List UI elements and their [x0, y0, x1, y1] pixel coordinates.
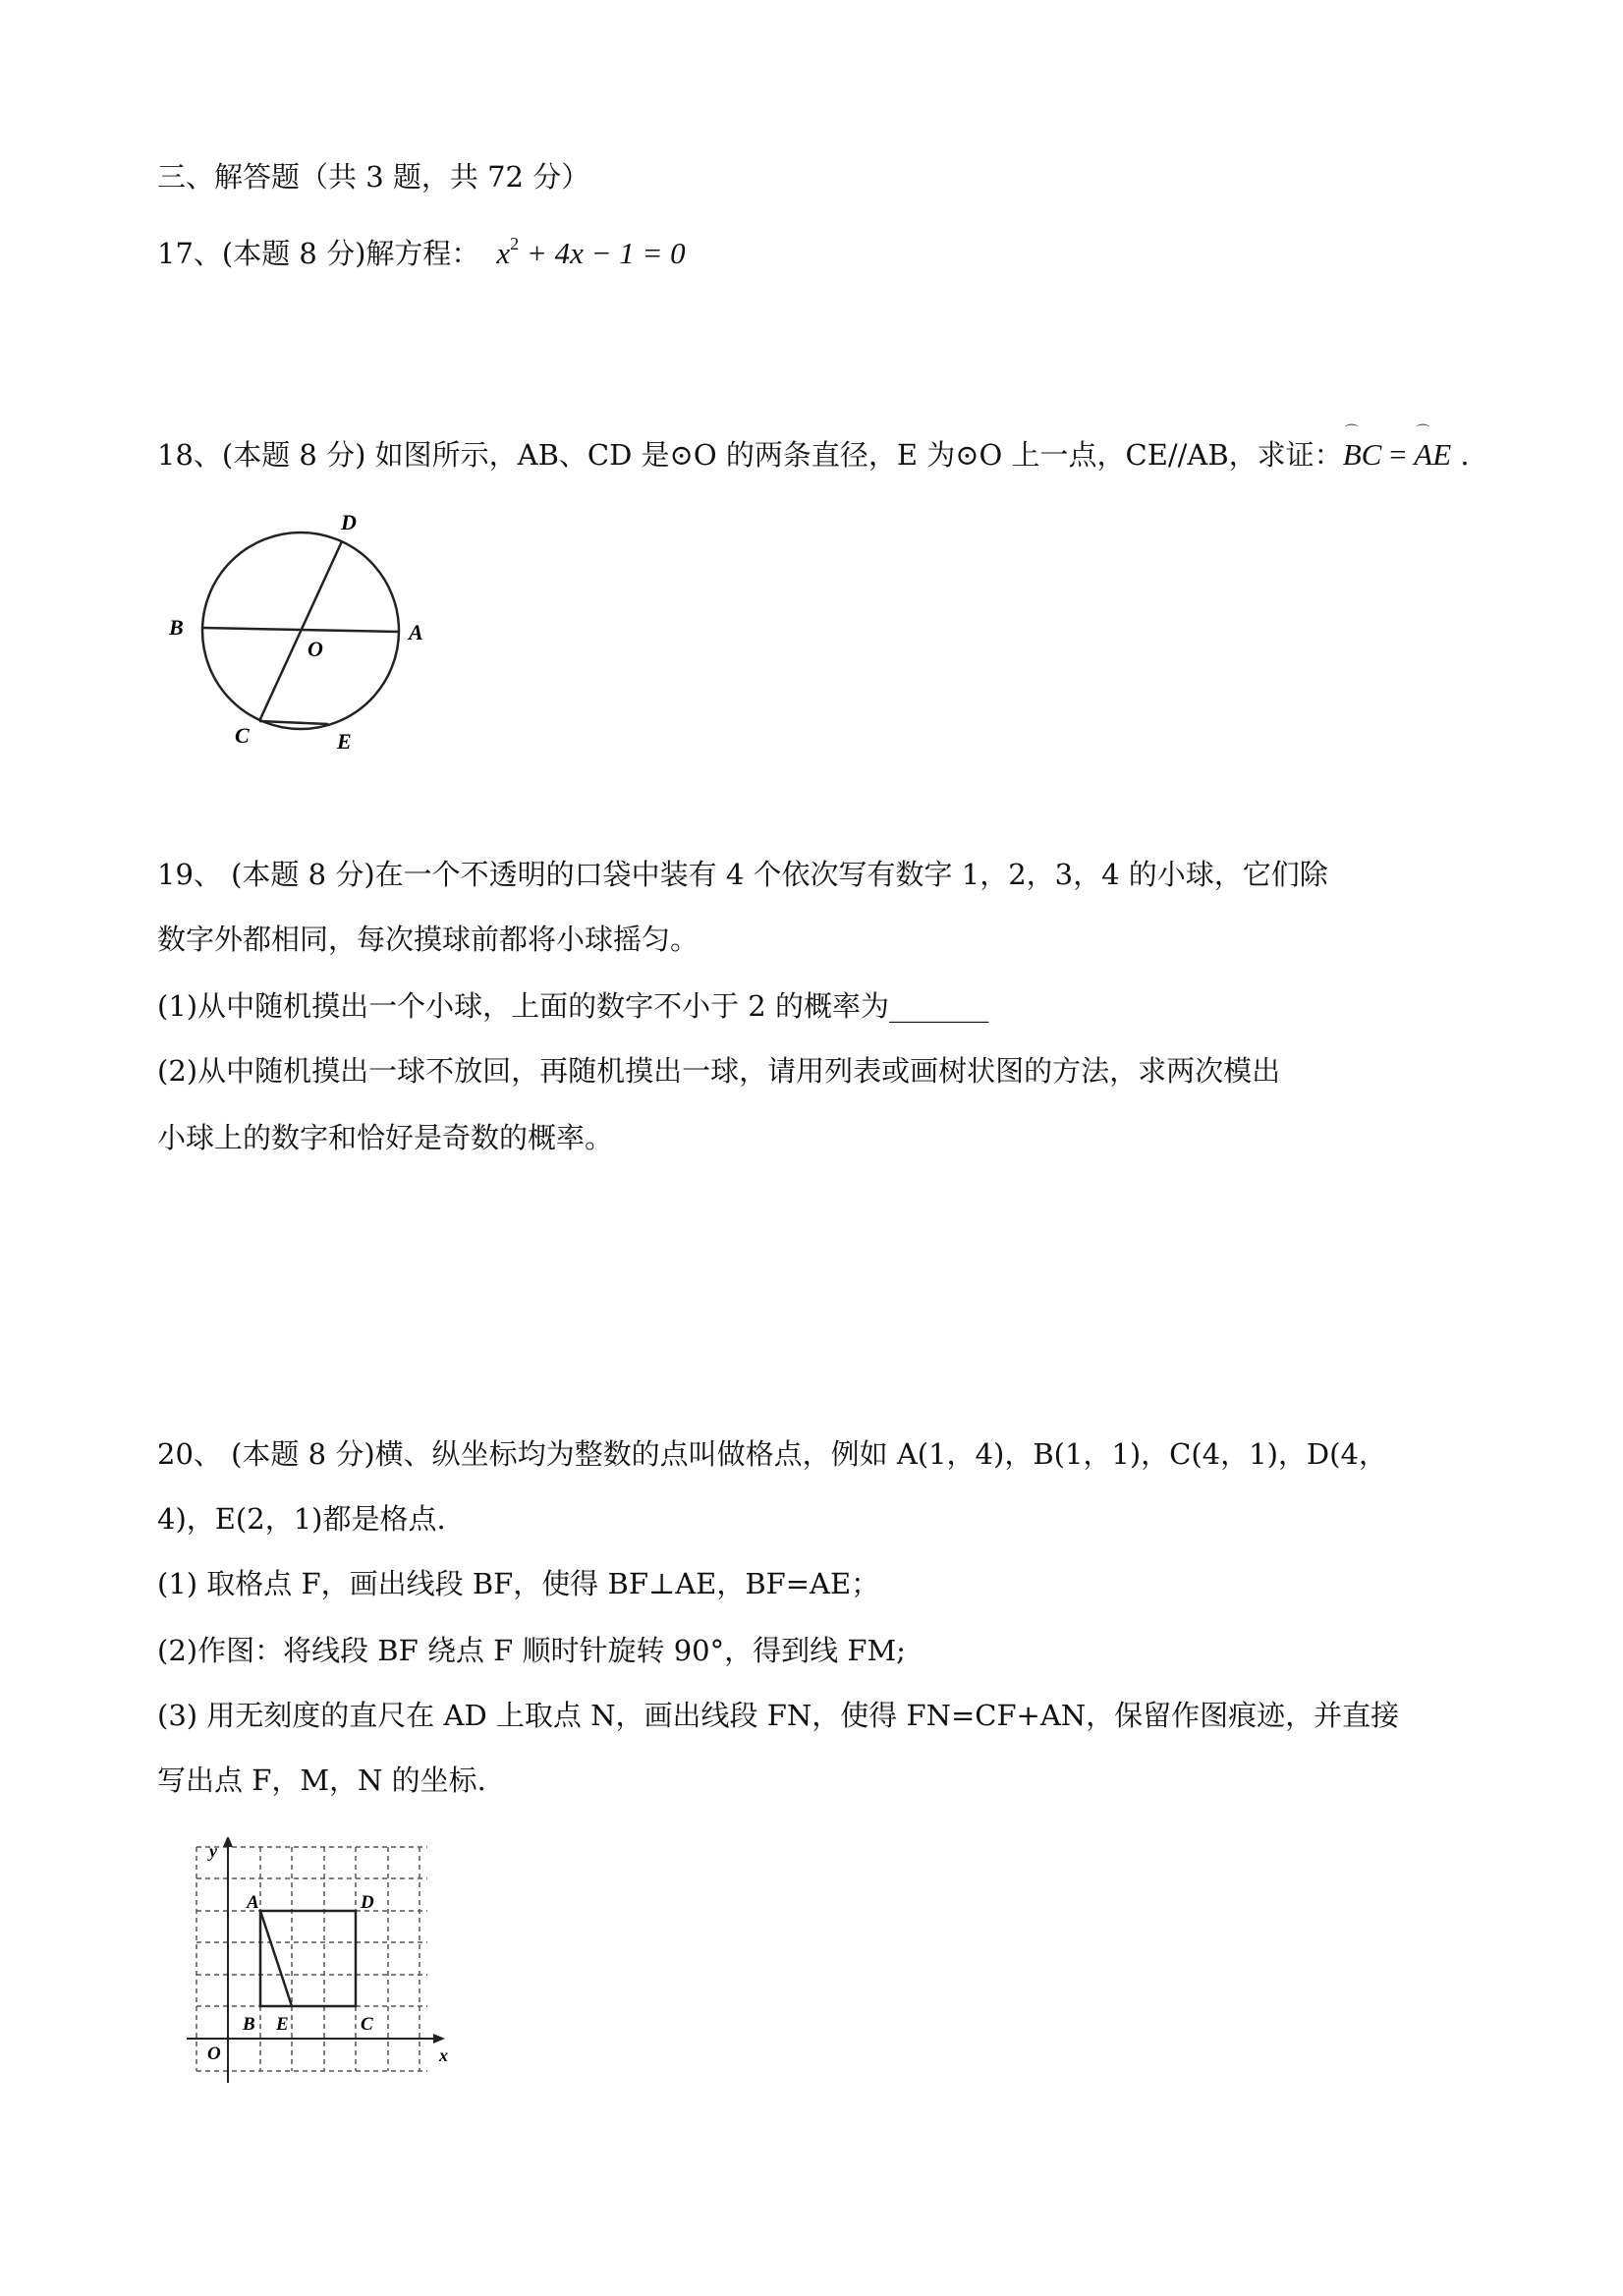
label-d: D: [341, 510, 357, 534]
segment-ae: [260, 1911, 292, 2006]
label-b: B: [243, 2014, 255, 2035]
question-18: [157, 435, 1470, 475]
q20-line1: 20、 (本题 8 分)横、纵坐标均为整数的点叫做格点，例如 A(1，4)，B(1，1)，C(4，1)，D(4，: [157, 1437, 1387, 1471]
label-o: O: [308, 637, 323, 661]
q20-part2: (2)作图：将线段 BF 绕点 F 顺时针旋转 90°，得到线 FM;: [157, 1634, 906, 1667]
q18-circle-figure: [157, 501, 452, 766]
arc-ae: ⌒ AE: [1414, 435, 1451, 475]
q17-equation: $x^2 + 4x - 1 = 0$: [496, 234, 686, 270]
q19-part2b: 小球上的数字和恰好是奇数的概率。: [157, 1121, 614, 1154]
x-axis-arrow: [433, 2034, 445, 2044]
question-17: [157, 224, 686, 273]
label-b: B: [169, 615, 184, 640]
q20-line2: 4)，E(2，1)都是格点.: [157, 1502, 446, 1536]
q18-text: 18、(本题 8 分) 如图所示，AB、CD 是⊙O 的两条直径，E 为⊙O 上一点，CE//AB，求证：: [157, 438, 1343, 472]
q20-part1: (1) 取格点 F，画出线段 BF，使得 BF⊥AE，BF=AE；: [157, 1567, 880, 1600]
y-axis-arrow: [223, 1837, 233, 1847]
q19-part1: (1)从中随机摸出一个小球，上面的数字不小于 2 的概率为_______: [157, 989, 989, 1023]
label-d: D: [361, 1892, 374, 1913]
q20-part3b: 写出点 F，M，N 的坐标.: [157, 1764, 486, 1797]
label-c: C: [361, 2014, 373, 2035]
q20-part3: (3) 用无刻度的直尺在 AD 上取点 N，画出线段 FN，使得 FN=CF+AN，保留作图痕迹，并直接: [157, 1699, 1400, 1732]
q20-grid-figure: [182, 1837, 467, 2102]
label-e: E: [276, 2014, 289, 2035]
label-a: A: [247, 1892, 259, 1913]
arc-bc: ⌒ BC: [1343, 435, 1382, 475]
q18-equation: ⌒ BC = ⌒ AE: [1343, 437, 1451, 472]
q19-part2: (2)从中随机摸出一球不放回，再随机摸出一球，请用列表或画树状图的方法，求两次模出: [157, 1054, 1281, 1088]
q17-prefix: 17、(本题 8 分)解方程：: [157, 237, 480, 270]
q19-line2: 数字外都相同，每次摸球前都将小球摇匀。: [157, 923, 700, 956]
label-c: C: [235, 723, 250, 748]
section-heading: 三、解答题（共 3 题，共 72 分）: [157, 160, 590, 194]
q18-end: .: [1451, 438, 1470, 472]
label-x: x: [439, 2045, 448, 2065]
label-o: O: [207, 2044, 221, 2064]
q19-line1: 19、 (本题 8 分)在一个不透明的口袋中装有 4 个依次写有数字 1，2，3，4 的小球，它们除: [157, 858, 1328, 891]
label-y: y: [209, 1841, 217, 1861]
square-abcd: [260, 1911, 356, 2006]
label-a: A: [409, 620, 423, 644]
grid-lines: [196, 1847, 427, 2071]
label-e: E: [337, 729, 352, 754]
